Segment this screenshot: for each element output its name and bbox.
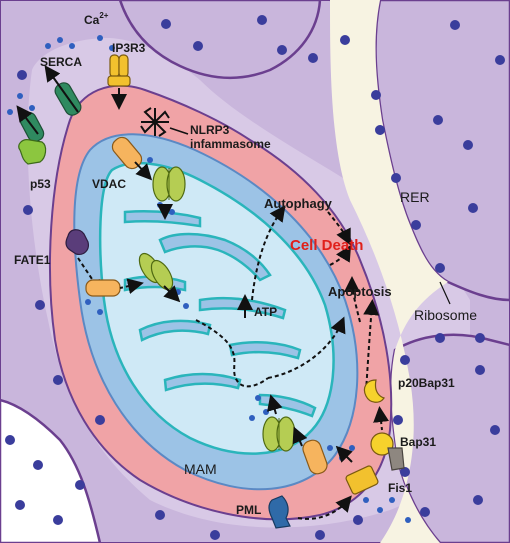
label-cell-death: Cell Death bbox=[290, 237, 364, 254]
label-ca: $Ca^{2+}$ bbox=[84, 11, 109, 27]
label-vdac: VDAC bbox=[92, 177, 127, 191]
label-pml: PML bbox=[236, 503, 262, 517]
label-autophagy: Autophagy bbox=[264, 196, 332, 211]
label-fate1: FATE1 bbox=[14, 253, 51, 267]
label-fis1: Fis1 bbox=[388, 481, 413, 495]
label-apoptosis: Apoptosis bbox=[328, 284, 392, 299]
nlrp3-inflammasome-icon bbox=[141, 108, 169, 136]
label-ip3r3: IP3R3 bbox=[112, 41, 146, 55]
label-nlrp3: NLRP3 infammasome bbox=[190, 123, 271, 151]
label-rer: RER bbox=[400, 189, 430, 205]
label-p20bap31: p20Bap31 bbox=[398, 376, 455, 390]
label-mam: MAM bbox=[184, 461, 217, 477]
label-bap31: Bap31 bbox=[400, 435, 437, 449]
label-atp: ATP bbox=[254, 305, 278, 319]
label-ribosome: Ribosome bbox=[414, 307, 478, 323]
label-p53: p53 bbox=[30, 177, 51, 191]
label-serca: SERCA bbox=[40, 55, 83, 69]
